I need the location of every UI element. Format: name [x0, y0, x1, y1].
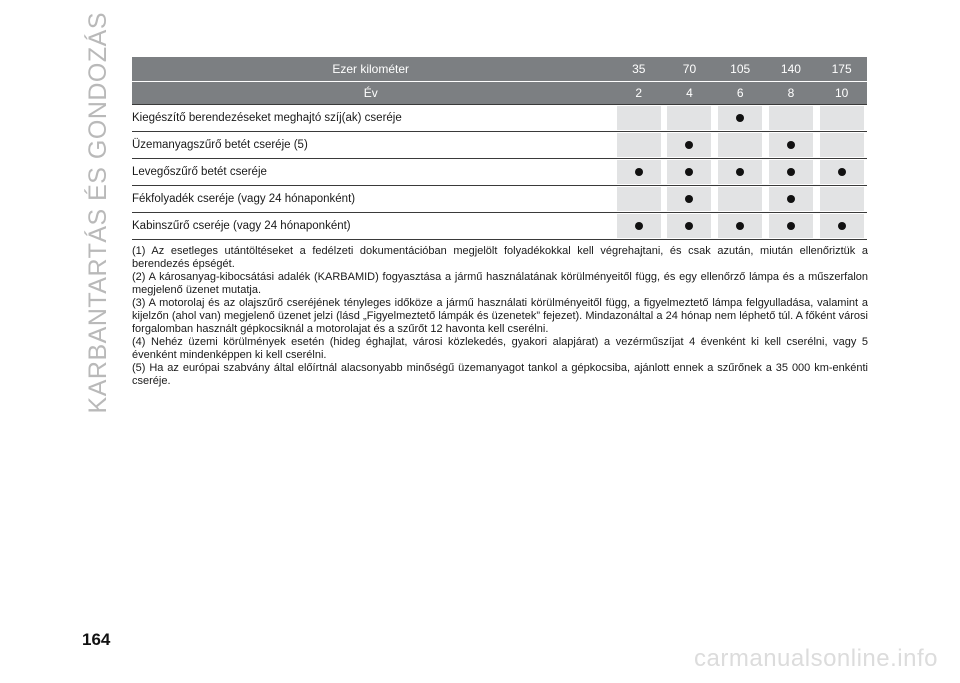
- header-km-value: 140: [780, 62, 801, 76]
- interval-cell: [766, 105, 817, 131]
- interval-cell-bg: [718, 214, 762, 238]
- header-km-value: 35: [632, 62, 646, 76]
- header-km-value: 175: [831, 62, 852, 76]
- interval-cell-bg: [667, 160, 711, 184]
- chapter-side-title: [83, 12, 113, 414]
- header-year-value: 6: [736, 86, 744, 100]
- interval-cell: [664, 132, 715, 158]
- interval-cell-bg: [820, 160, 864, 184]
- filled-dot-icon: [635, 168, 643, 176]
- header-km-value: 70: [682, 62, 697, 76]
- table-row: [132, 159, 867, 186]
- header-year-value: 2: [635, 86, 643, 100]
- interval-cell-bg: [718, 133, 762, 157]
- interval-cell: [766, 159, 817, 185]
- watermark: carmanualsonline.info: [694, 645, 938, 672]
- interval-cell: [715, 186, 766, 212]
- interval-cell-bg: [667, 187, 711, 211]
- interval-cell-bg: [617, 106, 661, 130]
- header-year-label: Év: [363, 86, 378, 100]
- table-header-km: [132, 57, 867, 81]
- interval-cell: [613, 159, 664, 185]
- interval-cell-bg: [718, 187, 762, 211]
- row-label: Kabinszűrő cseréje (vagy 24 hónaponként): [132, 220, 351, 232]
- interval-cell-bg: [667, 214, 711, 238]
- interval-cell: [715, 105, 766, 131]
- interval-cell-bg: [718, 160, 762, 184]
- filled-dot-icon: [838, 222, 846, 230]
- header-year-value: 4: [686, 86, 693, 100]
- interval-cell-bg: [820, 106, 864, 130]
- row-label: Levegőszűrő betét cseréje: [132, 166, 267, 178]
- interval-cell: [664, 213, 715, 239]
- row-label: Fékfolyadék cseréje (vagy 24 hónaponként): [132, 193, 356, 205]
- interval-cell-bg: [667, 106, 711, 130]
- filled-dot-icon: [685, 195, 693, 203]
- page-number: 164: [82, 630, 111, 649]
- interval-cell-bg: [617, 160, 661, 184]
- header-year-value: 8: [787, 86, 795, 100]
- interval-cell-bg: [769, 106, 813, 130]
- interval-cell: [715, 213, 766, 239]
- interval-cell-bg: [718, 106, 762, 130]
- maintenance-table: [132, 57, 867, 240]
- interval-cell: [664, 186, 715, 212]
- interval-cell-bg: [617, 214, 661, 238]
- interval-cell: [766, 132, 817, 158]
- header-km-value: 105: [730, 62, 751, 76]
- interval-cell: [715, 159, 766, 185]
- filled-dot-icon: [685, 168, 693, 176]
- interval-cell: [613, 213, 664, 239]
- table-row: [132, 186, 867, 213]
- footnote: (3) A motorolaj és az olajszűrő cseréjének tényleges időköze a jármű használati körülményeitől függ, a figyelmeztető lámpa felgyulladása, valamint a kijelzőn (ahol van) megjelenő üzenet jelzi (lásd „Figyelmeztető lámpák és üzenetek” fejezet). Mindazonáltal a 24 hónap nem léphető túl. A főként városi forgalomban használt gépkocsiknál a motorolajat és a szűrőt 12 havonta kell cserélni.: [132, 297, 868, 335]
- filled-dot-icon: [838, 168, 846, 176]
- table-header-year: [132, 82, 867, 104]
- filled-dot-icon: [685, 222, 693, 230]
- interval-cell: [816, 186, 867, 212]
- filled-dot-icon: [736, 114, 744, 122]
- interval-cell: [613, 186, 664, 212]
- interval-cell-bg: [769, 214, 813, 238]
- footnotes: [132, 245, 868, 388]
- filled-dot-icon: [635, 222, 643, 230]
- interval-cell: [816, 132, 867, 158]
- table-body: [132, 104, 867, 240]
- table-row: [132, 132, 867, 159]
- header-km-label: Ezer kilométer: [332, 62, 410, 76]
- footnote: (4) Nehéz üzemi körülmények esetén (hideg éghajlat, városi közlekedés, gyakori alapjárat) a vezérműszíjat 4 évenként ki kell cserélni, vagy 5 évenként mindenképpen ki kell cserélni.: [132, 336, 868, 361]
- table-row: [132, 104, 867, 132]
- filled-dot-icon: [736, 168, 744, 176]
- interval-cell: [816, 159, 867, 185]
- interval-cell: [613, 105, 664, 131]
- interval-cell: [715, 132, 766, 158]
- header-year-value: 10: [834, 86, 849, 100]
- filled-dot-icon: [787, 195, 795, 203]
- interval-cell-bg: [617, 187, 661, 211]
- interval-cell-bg: [769, 133, 813, 157]
- interval-cell-bg: [820, 214, 864, 238]
- interval-cell: [766, 213, 817, 239]
- interval-cell-bg: [820, 187, 864, 211]
- footnote: (2) A károsanyag-kibocsátási adalék (KARBAMID) fogyasztása a jármű használatának körülményeitől függ, és egy ellenőrző lámpa és a műszerfalon megjelenő üzenet mutatja.: [132, 271, 868, 296]
- filled-dot-icon: [787, 168, 795, 176]
- interval-cell: [613, 132, 664, 158]
- footnote: (5) Ha az európai szabvány által előírtnál alacsonyabb minőségű üzemanyagot tankol a gépkocsiba, ajánlott ennek a szűrőnek a 35 000 km-enkénti cseréje.: [132, 362, 868, 387]
- chapter-side-title-text: KARBANTARTÁS ÉS GONDOZÁS: [83, 12, 112, 414]
- interval-cell-bg: [769, 187, 813, 211]
- footnote: (1) Az esetleges utántöltéseket a fedélzeti dokumentációban megjelölt folyadékokkal kell végrehajtani, és csak azután, miután ellenőriztük a berendezés épségét.: [132, 245, 868, 270]
- table-row: [132, 213, 867, 240]
- interval-cell: [766, 186, 817, 212]
- interval-cell: [664, 159, 715, 185]
- interval-cell-bg: [820, 133, 864, 157]
- filled-dot-icon: [736, 222, 744, 230]
- filled-dot-icon: [787, 222, 795, 230]
- filled-dot-icon: [685, 141, 693, 149]
- interval-cell: [816, 213, 867, 239]
- interval-cell-bg: [617, 133, 661, 157]
- row-label: Üzemanyagszűrő betét cseréje (5): [132, 139, 308, 151]
- interval-cell-bg: [667, 133, 711, 157]
- interval-cell: [816, 105, 867, 131]
- filled-dot-icon: [787, 141, 795, 149]
- row-label: Kiegészítő berendezéseket meghajtó szíj(ak) cseréje: [132, 112, 402, 124]
- interval-cell-bg: [769, 160, 813, 184]
- interval-cell: [664, 105, 715, 131]
